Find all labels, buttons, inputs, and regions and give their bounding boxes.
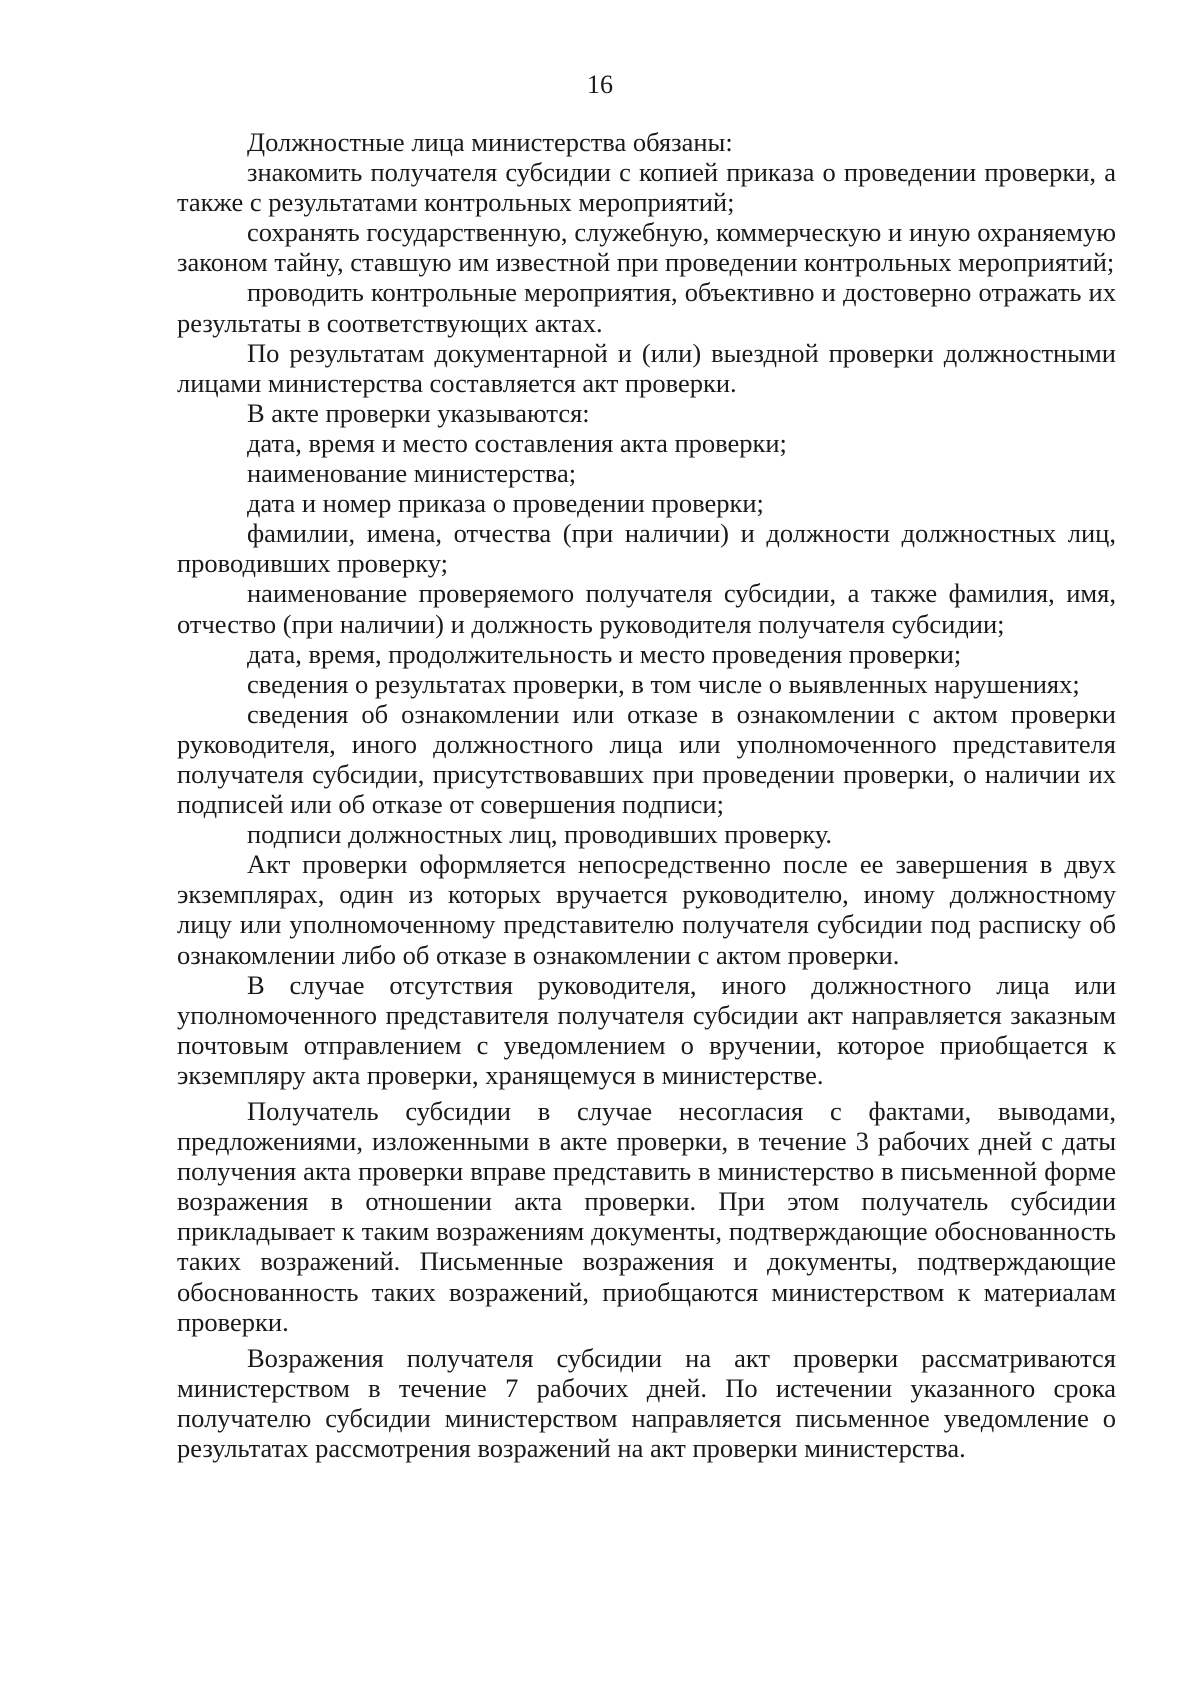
paragraph: Должностные лица министерства обязаны: bbox=[247, 127, 733, 157]
document-body bbox=[177, 127, 1116, 1463]
paragraph: дата, время и место составления акта проверки; bbox=[247, 427, 787, 458]
paragraph: подписи должностных лиц, проводивших проверку. bbox=[247, 819, 833, 850]
paragraph: знакомить получателя субсидии с копией приказа о проведении проверки, а также с результатами контрольных мероприятий; bbox=[177, 157, 1116, 218]
paragraph: сохранять государственную, служебную, коммерческую и иную охраняемую законом тайну, ставшую им известной при проведении контрольных мероприятий; bbox=[177, 217, 1116, 278]
paragraph: наименование проверяемого получателя субсидии, а также фамилия, имя, отчество (при наличии) и должность руководителя получателя субсидии; bbox=[177, 578, 1116, 639]
paragraph: фамилии, имена, отчества (при наличии) и должности должностных лиц, проводивших проверку; bbox=[177, 518, 1116, 579]
paragraph: В акте проверки указываются: bbox=[247, 397, 590, 428]
paragraph: сведения об ознакомлении или отказе в ознакомлении с актом проверки руководителя, иного должностного лица или уполномоченного представителя получателя субсидии, присутствовавших при проведении проверки, о наличии их подписей или об отказе от совершения подписи; bbox=[177, 698, 1116, 820]
paragraph: проводить контрольные мероприятия, объективно и достоверно отражать их результаты в соответствующих актах. bbox=[177, 277, 1116, 338]
paragraph: Получатель субсидии в случае несогласия с фактами, выводами, предложениями, изложенными в акте проверки, в течение 3 рабочих дней с даты получения акта проверки вправе представить в министерство в письменной форме возражения в отношении акта проверки. При этом получатель субсидии прикладывает к таким возражениям документы, подтверждающие обоснованность таких возражений. Письменные возражения и документы, подтверждающие обоснованность таких возражений, приобщаются министерством к материалам проверки. bbox=[177, 1096, 1116, 1337]
paragraph: наименование министерства; bbox=[247, 458, 577, 489]
paragraph: Акт проверки оформляется непосредственно после ее завершения в двух экземплярах, один из которых вручается руководителю, иному должностному лицу или уполномоченному представителю получателя субсидии под расписку об ознакомлении либо об отказе в ознакомлении с актом проверки. bbox=[177, 849, 1116, 970]
page-number: 16 bbox=[587, 70, 613, 99]
paragraph: Возражения получателя субсидии на акт проверки рассматриваются министерством в течение 7 рабочих дней. По истечении указанного срока получателю субсидии министерством направляется письменное уведомление о результатах рассмотрения возражений на акт проверки министерства. bbox=[177, 1342, 1116, 1464]
paragraph: дата, время, продолжительность и место проведения проверки; bbox=[247, 638, 962, 669]
paragraph: По результатам документарной и (или) выездной проверки должностными лицами министерства составляется акт проверки. bbox=[177, 337, 1116, 398]
paragraph: В случае отсутствия руководителя, иного должностного лица или уполномоченного представителя получателя субсидии акт направляется заказным почтовым отправлением с уведомлением о вручении, которое приобщается к экземпляру акта проверки, хранящемуся в министерстве. bbox=[177, 969, 1116, 1090]
paragraph: дата и номер приказа о проведении проверки; bbox=[247, 488, 764, 519]
paragraph: сведения о результатах проверки, в том числе о выявленных нарушениях; bbox=[247, 668, 1080, 699]
